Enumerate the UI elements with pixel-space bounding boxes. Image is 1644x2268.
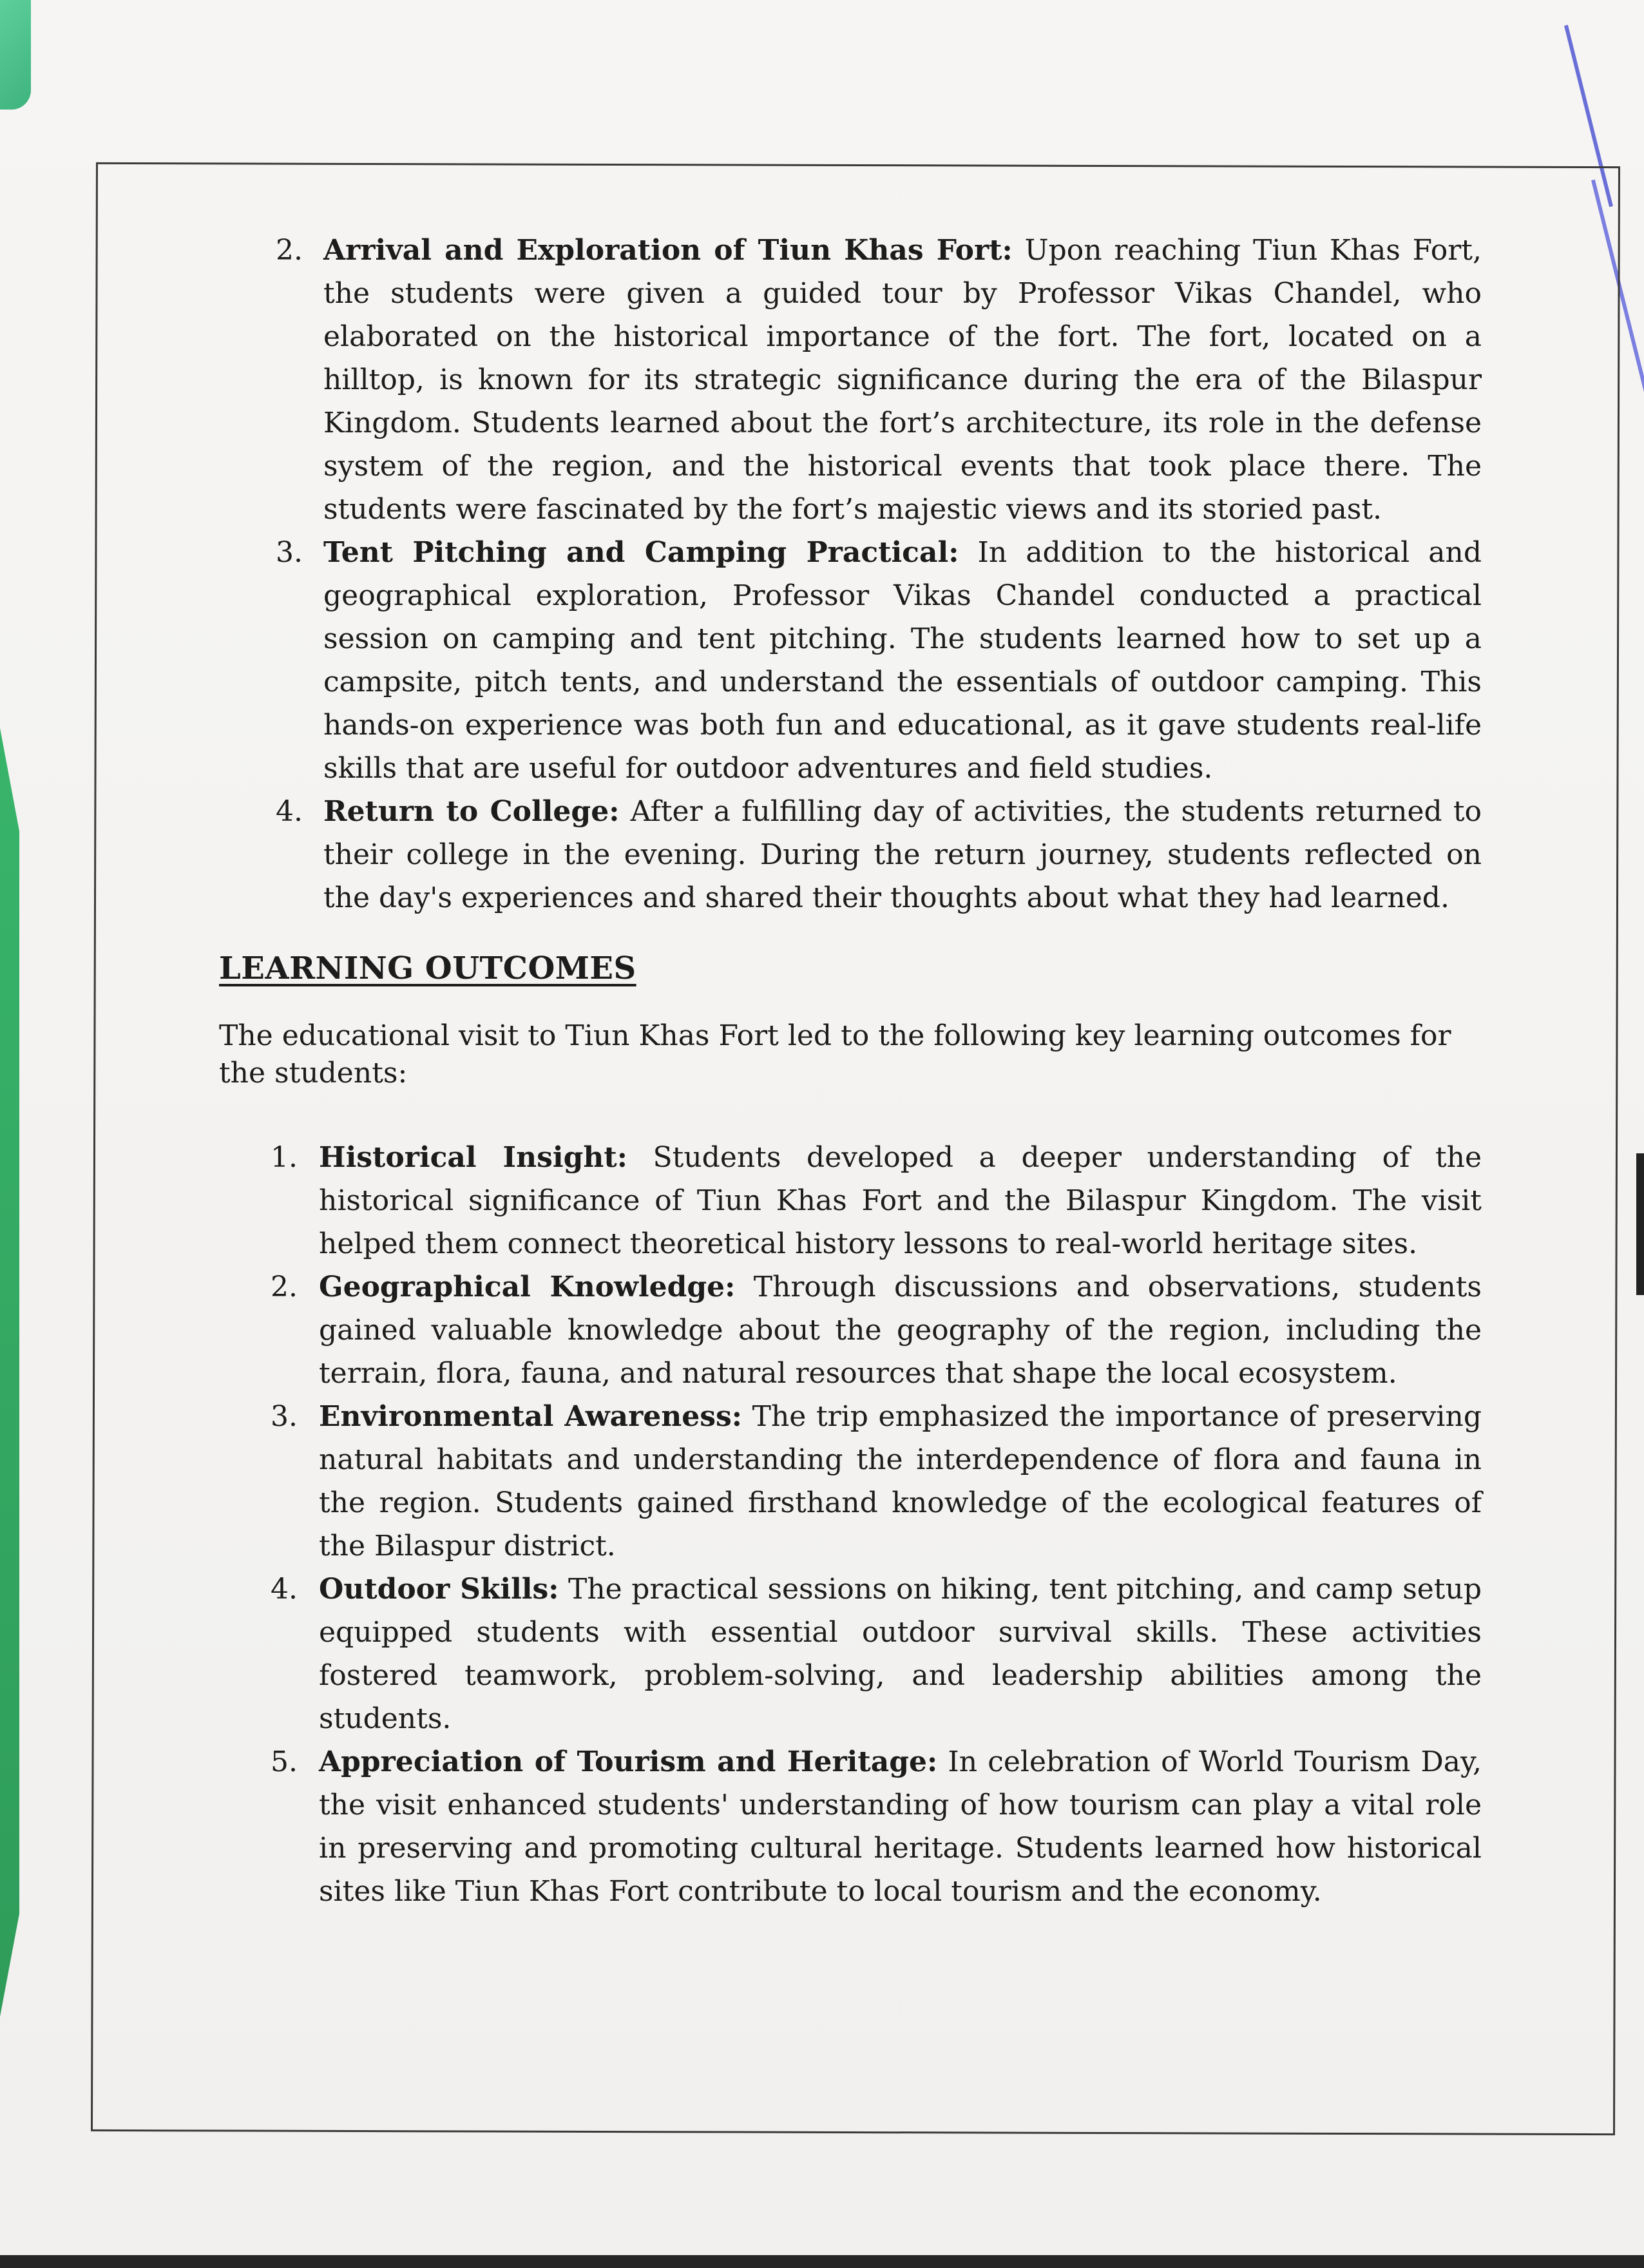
list-item: [219, 1740, 1482, 1913]
item-title: Historical Insight:: [319, 1141, 627, 1174]
item-text: Upon reaching Tiun Khas Fort, the students were given a guided tour by Professor Vikas Chandel, who elaborated on the historical importance of the fort. The fort, located on a hilltop, is known for its strategic significance during the era of the Bilaspur Kingdom. Students learned about the fort’s architecture, its role in the defense system of the region, and the historical events that took place there. The students were fascinated by the fort’s majestic views and its storied past.: [323, 234, 1482, 526]
item-title: Appreciation of Tourism and Heritage:: [319, 1745, 938, 1778]
item-text: The practical sessions on hiking, tent pitching, and camp setup equipped students with essential outdoor survival skills. These activities fostered teamwork, problem-solving, and leadership abilities among the students.: [319, 1573, 1482, 1735]
item-title: Outdoor Skills:: [319, 1573, 559, 1606]
list-item: [219, 531, 1482, 790]
item-number: 1.: [271, 1141, 298, 1174]
learning-outcomes-heading: LEARNING OUTCOMES: [219, 950, 636, 986]
outcomes-list: [219, 1136, 1482, 1913]
item-title: Return to College:: [323, 795, 620, 828]
bottom-dark-edge: [0, 2255, 1644, 2268]
item-number: 2.: [271, 1271, 298, 1303]
item-title: Tent Pitching and Camping Practical:: [323, 536, 959, 569]
green-folder-edge: [0, 0, 31, 110]
list-item: [219, 1395, 1482, 1568]
page-content: [219, 229, 1482, 1913]
item-number: 3.: [271, 1400, 298, 1433]
green-binding-strip: [0, 728, 19, 2017]
list-item: [219, 229, 1482, 531]
item-text: After a fulfilling day of activities, the students returned to their college in the evening. During the return journey, students reflected on the day's experiences and shared their thoughts about what they had learned.: [323, 795, 1482, 914]
list-item: [219, 1568, 1482, 1740]
item-number: 4.: [276, 795, 303, 828]
activities-list: [219, 229, 1482, 919]
list-item: [219, 790, 1482, 919]
list-item: [219, 1136, 1482, 1265]
item-text: In celebration of World Tourism Day, the visit enhanced students' understanding of how tourism can play a vital role in preserving and promoting cultural heritage. Students learned how historical sites like Tiun Khas Fort contribute to local tourism and the economy.: [319, 1745, 1482, 1908]
item-text: Students developed a deeper understanding of the historical significance of Tiun Khas Fort and the Bilaspur Kingdom. The visit helped them connect theoretical history lessons to real-world heritage sites.: [319, 1141, 1482, 1260]
item-text: The trip emphasized the importance of preserving natural habitats and understanding the interdependence of flora and fauna in the region. Students gained firsthand knowledge of the ecological features of the Bilaspur district.: [319, 1400, 1482, 1562]
item-title: Geographical Knowledge:: [319, 1271, 736, 1303]
item-number: 2.: [276, 234, 303, 267]
item-text: Through discussions and observations, students gained valuable knowledge about the geography of the region, including the terrain, flora, fauna, and natural resources that shape the local ecosystem.: [319, 1271, 1482, 1390]
learning-intro-paragraph: The educational visit to Tiun Khas Fort led to the following key learning outcomes for the students:: [219, 1019, 1451, 1090]
item-number: 5.: [271, 1745, 298, 1778]
item-title: Arrival and Exploration of Tiun Khas Fort:: [323, 234, 1013, 267]
item-text: In addition to the historical and geographical exploration, Professor Vikas Chandel conducted a practical session on camping and tent pitching. The students learned how to set up a campsite, pitch tents, and understand the essentials of outdoor camping. This hands-on experience was both fun and educational, as it gave students real-life skills that are useful for outdoor adventures and field studies.: [323, 536, 1482, 785]
item-number: 4.: [271, 1573, 298, 1606]
item-number: 3.: [276, 536, 303, 569]
list-item: [219, 1265, 1482, 1395]
dark-edge-mark: [1636, 1153, 1644, 1295]
item-title: Environmental Awareness:: [319, 1400, 743, 1433]
